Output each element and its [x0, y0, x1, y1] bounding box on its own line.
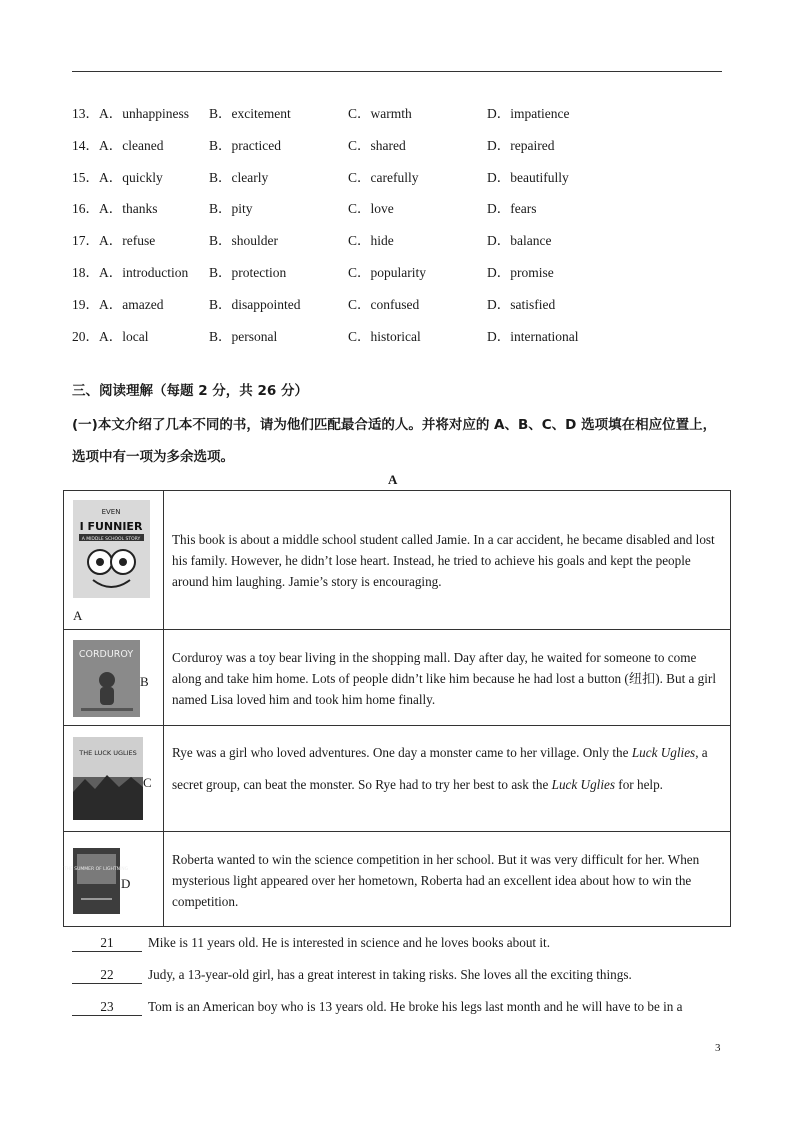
book-row-c	[64, 726, 731, 832]
option-b[interactable]: B．disappointed	[209, 296, 301, 312]
option-c[interactable]: C．shared	[348, 137, 406, 153]
answer-blank-23[interactable]: 23	[72, 999, 142, 1016]
book-b-description: Corduroy was a toy bear living in the shopping mall. Day after day, he waited for someone to come along and take him home. Lots of people didn’t like him because he had lost a button (纽扣). But a girl named Lisa loved him and took him home finally.	[164, 630, 731, 726]
answer-text-22: Judy, a 13-year-old girl, has a great interest in taking risks. She loves all the exciting things.	[148, 967, 632, 982]
book-b-cover-image	[73, 640, 140, 717]
book-d-cover-title: THE SUMMER OF LIGHTNING	[63, 867, 129, 872]
option-d[interactable]: D．satisfied	[487, 296, 556, 312]
option-c[interactable]: C．love	[348, 201, 394, 217]
option-c[interactable]: C．historical	[348, 328, 421, 344]
book-b-cover-cell	[64, 630, 164, 726]
question-number-and-option-a[interactable]: 14．A．cleaned	[72, 137, 164, 153]
page-number: 3	[715, 1042, 721, 1054]
question-number-and-option-a[interactable]: 19．A．amazed	[72, 296, 164, 312]
book-d-cover-image	[63, 848, 129, 914]
book-a-description: This book is about a middle school student called Jamie. In a car accident, he became disabled and lost his family. However, he didn’t lose heart. Instead, he tried to achieve his goals and kept the people around him laughing. Jamie’s story is encouraging.	[164, 491, 731, 630]
book-c-cover-cell	[64, 726, 164, 832]
option-d[interactable]: D．international	[487, 328, 579, 344]
option-c[interactable]: C．warmth	[348, 106, 412, 121]
question-row	[72, 261, 722, 281]
answer-blank-21[interactable]: 21	[72, 935, 142, 952]
question-row	[72, 134, 722, 154]
option-d[interactable]: D．fears	[487, 201, 537, 217]
book-c-letter: C	[143, 775, 152, 790]
book-a-cover-subtitle: A MIDDLE SCHOOL STORY	[81, 537, 141, 542]
instruction-line-1: (一)本文介绍了几本不同的书，请为他们匹配最合适的人。并将对应的 A、B、C、D 选项填在相应位置上，	[72, 417, 717, 433]
question-number-and-option-a[interactable]: 20．A．local	[72, 328, 149, 344]
book-b-cover-title: CORDUROY	[78, 649, 134, 660]
answer-blank-22[interactable]: 22	[72, 967, 142, 984]
book-a-cover-image	[73, 500, 150, 598]
book-a-cover-top-text: EVEN	[101, 508, 121, 516]
question-number-and-option-a[interactable]: 16．A．thanks	[72, 201, 158, 217]
question-row	[72, 166, 722, 186]
option-d[interactable]: D．beautifully	[487, 169, 569, 185]
answer-row-21	[72, 935, 550, 952]
question-number-and-option-a[interactable]: 15．A．quickly	[72, 169, 163, 185]
answer-row-22	[72, 967, 632, 984]
option-c[interactable]: C．hide	[348, 233, 394, 249]
book-a-cover-title: I FUNNIER	[79, 520, 143, 533]
book-a-cover-cell	[64, 491, 164, 630]
book-d-description: Roberta wanted to win the science competition in her school. But it was very difficult for her. When mysterious light appeared over her hometown, Roberta had an excellent idea about how to win the competition.	[164, 832, 731, 927]
question-row	[72, 197, 722, 217]
book-a-letter: A	[73, 608, 83, 623]
book-d-letter: D	[121, 876, 131, 891]
book-row-d	[64, 832, 731, 927]
part-label: A	[388, 472, 398, 487]
book-row-b	[64, 630, 731, 726]
question-row	[72, 325, 722, 345]
answer-row-23	[72, 999, 683, 1016]
question-row	[72, 229, 722, 249]
instruction-line-2: 选项中有一项为多余选项。	[72, 449, 234, 465]
question-number-and-option-a[interactable]: 17．A．refuse	[72, 233, 156, 249]
option-b[interactable]: B．excitement	[209, 106, 291, 121]
book-b-letter: B	[140, 674, 149, 689]
option-c[interactable]: C．popularity	[348, 265, 426, 280]
section-heading: 三、阅读理解（每题 2 分，共 26 分）	[72, 383, 308, 399]
book-table	[63, 490, 731, 927]
option-b[interactable]: B．pity	[209, 201, 253, 217]
option-c[interactable]: C．confused	[348, 296, 420, 312]
answer-text-23: Tom is an American boy who is 13 years old. He broke his legs last month and he will have to be in a	[148, 999, 683, 1014]
option-c[interactable]: C．carefully	[348, 169, 419, 185]
book-c-cover-image	[73, 737, 143, 820]
question-row	[72, 293, 722, 313]
option-d[interactable]: D．balance	[487, 233, 552, 249]
book-c-description: Rye was a girl who loved adventures. One day a monster came to her village. Only the Luck Uglies, a secret group, can beat the monster. So Rye had to try her best to ask the Luck Uglies for help.	[164, 726, 731, 832]
question-row	[72, 102, 722, 122]
option-b[interactable]: B．personal	[209, 328, 278, 344]
option-b[interactable]: B．shoulder	[209, 233, 278, 249]
option-b[interactable]: B．protection	[209, 265, 287, 280]
option-d[interactable]: D．repaired	[487, 137, 555, 153]
book-row-a	[64, 491, 731, 630]
header-rule	[72, 71, 722, 72]
option-d[interactable]: D．impatience	[487, 106, 570, 121]
book-d-cover-cell	[64, 832, 164, 927]
option-b[interactable]: B．clearly	[209, 169, 269, 185]
answer-text-21: Mike is 11 years old. He is interested in science and he loves books about it.	[148, 935, 551, 950]
option-d[interactable]: D．promise	[487, 265, 554, 280]
option-b[interactable]: B．practiced	[209, 137, 281, 153]
book-c-cover-title: THE LUCK UGLIES	[79, 749, 137, 757]
question-number-and-option-a[interactable]: 13．A．unhappiness	[72, 106, 189, 121]
question-number-and-option-a[interactable]: 18．A．introduction	[72, 265, 189, 280]
